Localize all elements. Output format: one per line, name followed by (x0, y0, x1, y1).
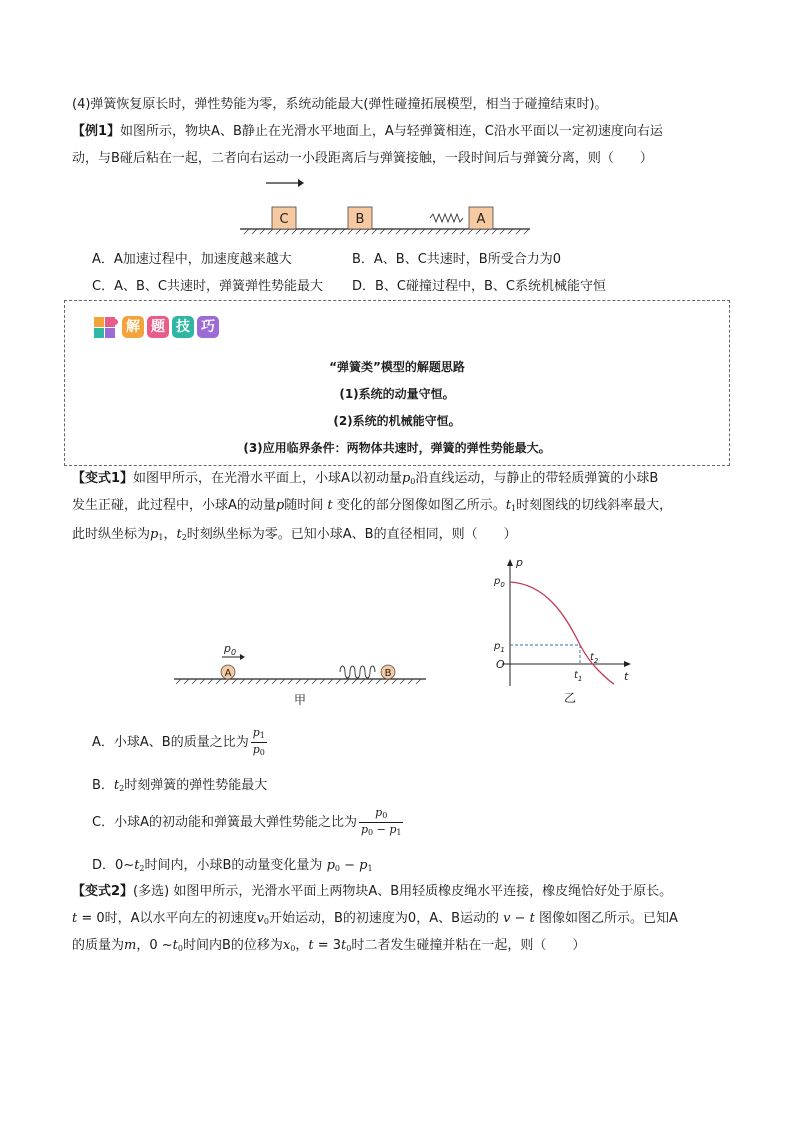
tips-badge-2: 题 (147, 316, 169, 338)
figure-yi (486, 556, 636, 708)
tips-title: “弹簧类”模型的解题思路 (329, 360, 465, 374)
variant1-text2d: 时刻图线的切线斜率最大， (516, 498, 673, 513)
puzzle-icon (92, 314, 122, 340)
t2-tick: $t_2$ (590, 652, 599, 665)
t-axis-label: t (624, 670, 629, 683)
velocity-arrow (266, 179, 304, 187)
tips-item-2: (2)系统的机械能守恒。 (333, 414, 461, 428)
variant1-text2c: 变化的部分图像如图乙所示。 (336, 498, 506, 513)
variant2-text2a: = 0时，A以水平向左的初速度 (81, 911, 257, 926)
variant1-text2a: 发生正碰，此过程中，小球A的动量 (72, 498, 276, 513)
p-axis-label: p (516, 556, 523, 569)
coil-spring (340, 666, 375, 678)
example1-text2: 动，与B碰后粘在一起，二者向右运动一小段距离后与弹簧接触，一段时间后与弹簧分离，则（ ） (72, 151, 653, 166)
variant1-option-d-text: 时间内，小球B的动量变化量为 (144, 858, 323, 873)
variant1-option-d: D．$0\sim t_2$时间内，小球B的动量变化量为 $p_0 - p_1$ (92, 858, 373, 873)
variant2-text3b: ，0 ~ (136, 938, 173, 953)
p0-symbol: $p_0$ (401, 471, 416, 486)
figure-yi-label: 乙 (563, 691, 577, 705)
fraction-p0-p0minusp1: $\frac{p_0}{p_0 - p_1}$ (360, 806, 402, 837)
variant1-option-d-prefix: D．0~ (92, 858, 135, 873)
variant1-text3b: ， (163, 527, 177, 542)
variant2-text3a: 的质量为 (72, 938, 125, 953)
variant1-option-b-text: 时刻弹簧的弹性势能最大 (124, 778, 268, 793)
tips-badge-3: 技 (172, 316, 194, 338)
variant2-text3e: = 3 (317, 938, 341, 953)
example1-text1: 如图所示，物块A、B静止在光滑水平地面上，A与轻弹簧相连，C沿水平面以一定初速度向右运 (120, 124, 663, 139)
momentum-curve (510, 582, 614, 684)
variant2-text2b: 开始运动，B的初速度为0，A、B运动的 (269, 911, 500, 926)
t1-tick: $t_1$ (574, 670, 583, 683)
intro-line: (4)弹簧恢复原长时，弹性势能为零，系统动能最大(弹性碰撞拓展模型，相当于碰撞结束时)。 (72, 97, 608, 112)
variant1-text1: 如图甲所示，在光滑水平面上，小球A以初动量 (133, 471, 402, 486)
p1-tick: $p_1$ (494, 641, 505, 654)
variant2-text3d: ， (295, 938, 309, 953)
variant1-line3: 此时纵坐标为$p_1$，$t_2$时刻纵坐标为零。已知小球A、B的直径相同，则（ ） (72, 527, 517, 542)
p0-tick: $p_0$ (494, 576, 505, 589)
figure-jia-label: 甲 (293, 693, 307, 707)
variant1-text2b: 随时间 (284, 498, 324, 513)
variant2-text2c: 图像如图乙所示。已知A (539, 911, 678, 926)
ball-a-label: A (224, 668, 232, 679)
block-a-label: A (476, 212, 486, 227)
example1-option-c: C．A、B、C共速时，弹簧弹性势能最大 (92, 279, 323, 294)
tips-badge-1: 解 (122, 316, 144, 338)
variant1-option-c (92, 806, 403, 839)
variant2-text3c: 时间内B的位移为 (182, 938, 283, 953)
variant2-tag: 【变式2】 (72, 884, 134, 899)
spring (430, 214, 463, 222)
block-c-label: C (279, 212, 289, 227)
variant1-option-c-text: C．小球A的初动能和弹簧最大弹性势能之比为 (92, 815, 357, 830)
variant1-option-b: B．$t_2$时刻弹簧的弹性势能最大 (92, 778, 268, 793)
tips-badge-4: 巧 (197, 316, 219, 338)
variant1-option-a-text: A．小球A、B的质量之比为 (92, 735, 249, 750)
variant2-line2: t = 0时，A以水平向左的初速度$v_0$开始运动，B的初速度为0，A、B运动的 v − t 图像如图乙所示。已知A (72, 911, 678, 926)
tips-header (92, 314, 222, 340)
example1-tag: 【例1】 (72, 124, 121, 139)
variant1-tag: 【变式1】 (72, 471, 134, 486)
tips-item-1: (1)系统的动量守恒。 (339, 387, 455, 401)
variant1-option-a (92, 726, 267, 759)
variant1-line2: 发生正碰，此过程中，小球A的动量p随时间 t 变化的部分图像如图乙所示。$t_1$时刻图线的切线斜率最大， (72, 498, 673, 513)
example1-figure (230, 174, 540, 240)
tips-item-3: (3)应用临界条件：两物体共速时，弹簧的弹性势能最大。 (243, 441, 551, 455)
variant1-text3a: 此时纵坐标为 (72, 527, 151, 542)
variant1-text1b: 沿直线运动，与静止的带轻质弹簧的小球B (415, 471, 659, 486)
example1-option-d: D．B、C碰撞过程中，B、C系统机械能守恒 (352, 279, 607, 294)
ground-hatch (244, 229, 529, 234)
block-b-label: B (355, 212, 365, 227)
origin-label: O (496, 658, 505, 671)
variant2-line1 (72, 883, 672, 901)
ball-b-label: B (384, 668, 392, 679)
variant1-line1 (72, 470, 658, 491)
variant2-text1: (多选) 如图甲所示，光滑水平面上两物块A、B用轻质橡皮绳水平连接，橡皮绳恰好处于原长。 (133, 884, 673, 899)
variant1-text3c: 时刻纵坐标为零。已知小球A、B的直径相同，则（ ） (186, 527, 517, 542)
p0-arrow-label: $p_0$ (224, 642, 237, 657)
example1-line1 (72, 123, 663, 141)
example1-option-a: A．A加速过程中，加速度越来越大 (92, 252, 292, 267)
variant2-line3: 的质量为m，0 $\sim t_0$时间内B的位移为$x_0$，$t = 3t_0$时二者发生碰撞并粘在一起，则（ ） (72, 938, 586, 953)
example1-option-b: B．A、B、C共速时，B所受合力为0 (352, 252, 561, 267)
fraction-p1-p0: $\frac{p_1}{p_0}$ (252, 726, 265, 757)
figure-jia (170, 636, 432, 710)
ground-hatch-jia (176, 679, 421, 684)
variant2-text3f: 时二者发生碰撞并粘在一起，则（ ） (351, 938, 586, 953)
